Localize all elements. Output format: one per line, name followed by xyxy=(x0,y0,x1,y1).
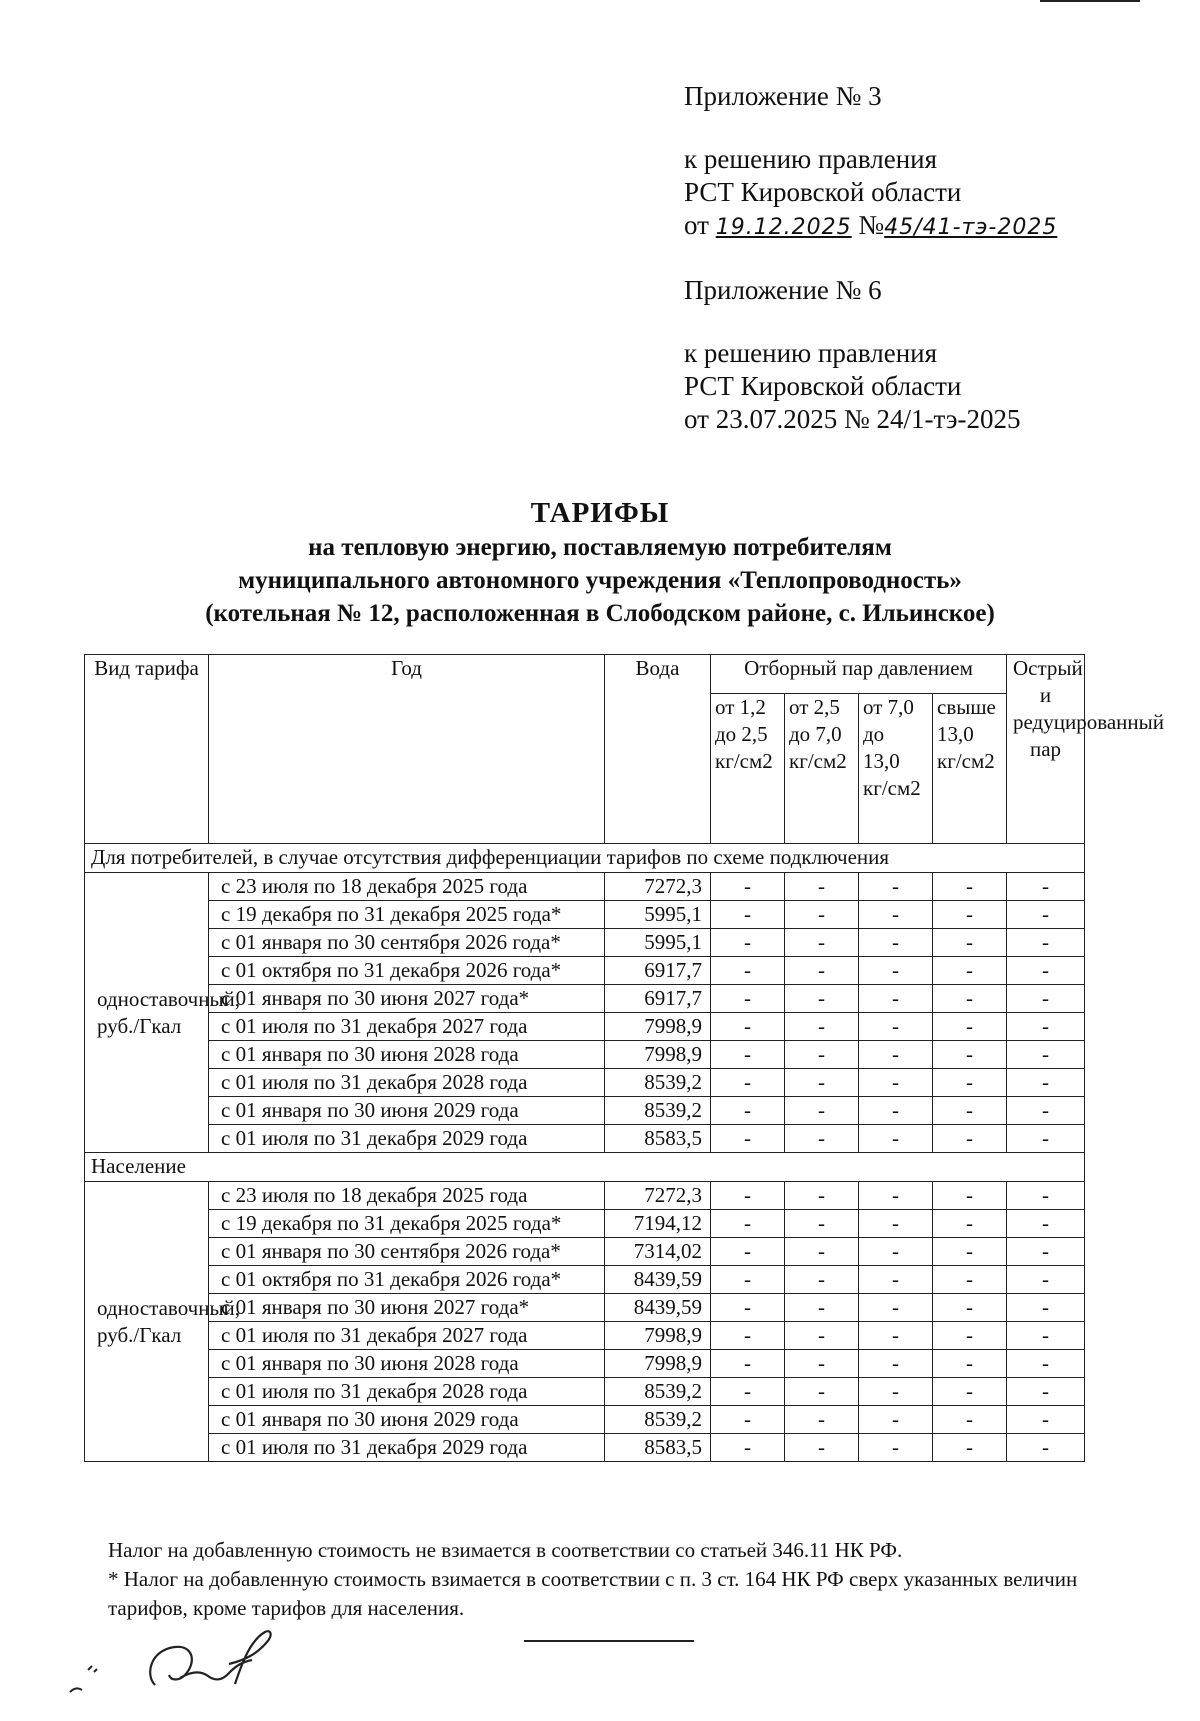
table-row xyxy=(85,985,1085,1013)
appendix-3-ot: от xyxy=(684,210,709,240)
water-value-cell: 7272,3 xyxy=(605,873,711,901)
appendix-6-title: Приложение № 6 xyxy=(684,275,882,305)
period-cell: с 01 января по 30 июня 2029 года xyxy=(209,1406,605,1434)
period-cell: с 01 января по 30 июня 2028 года xyxy=(209,1041,605,1069)
steam-2-cell: - xyxy=(785,1378,859,1406)
period-cell: с 01 июля по 31 декабря 2028 года xyxy=(209,1069,605,1097)
steam-1-cell: - xyxy=(711,1041,785,1069)
sharp-steam-cell: - xyxy=(1007,957,1085,985)
steam-4-cell: - xyxy=(933,929,1007,957)
steam-4-cell: - xyxy=(933,1322,1007,1350)
appendix-3-line1: к решению правления xyxy=(684,144,938,174)
appendix-3-number: 45/41-тэ-2025 xyxy=(884,215,1058,240)
appendix-3-date: 19.12.2025 xyxy=(715,215,852,240)
steam-3-cell: - xyxy=(859,1378,933,1406)
steam-2-cell: - xyxy=(785,1238,859,1266)
steam-3-cell: - xyxy=(859,1434,933,1462)
header-steam-2: от 2,5 до 7,0 кг/см2 xyxy=(785,693,859,843)
steam-2-cell: - xyxy=(785,1182,859,1210)
water-value-cell: 5995,1 xyxy=(605,901,711,929)
appendix-3-line2: РСТ Кировской области xyxy=(684,177,962,207)
steam-2-cell: - xyxy=(785,957,859,985)
period-cell: с 01 октября по 31 декабря 2026 года* xyxy=(209,1266,605,1294)
steam-3-cell: - xyxy=(859,1350,933,1378)
steam-2-cell: - xyxy=(785,1013,859,1041)
steam-1-cell: - xyxy=(711,1069,785,1097)
period-cell: с 23 июля по 18 декабря 2025 года xyxy=(209,1182,605,1210)
period-cell: с 23 июля по 18 декабря 2025 года xyxy=(209,873,605,901)
steam-3-cell: - xyxy=(859,1238,933,1266)
table-row xyxy=(85,1041,1085,1069)
sharp-steam-cell: - xyxy=(1007,873,1085,901)
sharp-steam-cell: - xyxy=(1007,1350,1085,1378)
steam-3-cell: - xyxy=(859,1069,933,1097)
sharp-steam-cell: - xyxy=(1007,1238,1085,1266)
steam-2-cell: - xyxy=(785,1041,859,1069)
table-row xyxy=(85,1210,1085,1238)
steam-4-cell: - xyxy=(933,873,1007,901)
steam-3-cell: - xyxy=(859,1210,933,1238)
steam-2-cell: - xyxy=(785,1210,859,1238)
sharp-steam-cell: - xyxy=(1007,1434,1085,1462)
table-row xyxy=(85,1266,1085,1294)
steam-3-cell: - xyxy=(859,1125,933,1153)
steam-4-cell: - xyxy=(933,1013,1007,1041)
sharp-steam-cell: - xyxy=(1007,1322,1085,1350)
steam-4-cell: - xyxy=(933,985,1007,1013)
table-row xyxy=(85,1434,1085,1462)
water-value-cell: 7998,9 xyxy=(605,1041,711,1069)
period-cell: с 01 октября по 31 декабря 2026 года* xyxy=(209,957,605,985)
steam-4-cell: - xyxy=(933,1097,1007,1125)
steam-3-cell: - xyxy=(859,1097,933,1125)
water-value-cell: 8539,2 xyxy=(605,1378,711,1406)
period-cell: с 01 января по 30 сентября 2026 года* xyxy=(209,1238,605,1266)
steam-3-cell: - xyxy=(859,873,933,901)
water-value-cell: 7998,9 xyxy=(605,1013,711,1041)
steam-3-cell: - xyxy=(859,1266,933,1294)
water-value-cell: 8539,2 xyxy=(605,1069,711,1097)
document-title xyxy=(0,495,1200,630)
note-vat-asterisk: * Налог на добавленную стоимость взимается в соответствии с п. 3 ст. 164 НК РФ сверх указанных величин тарифов, кроме тарифов для населения. xyxy=(108,1567,1078,1620)
steam-2-cell: - xyxy=(785,1294,859,1322)
steam-3-cell: - xyxy=(859,1322,933,1350)
document-header xyxy=(684,80,1057,436)
table-row xyxy=(85,1182,1085,1210)
section-row xyxy=(85,1153,1085,1182)
top-edge-line xyxy=(1040,0,1140,2)
appendix-3-no: № xyxy=(858,210,885,240)
steam-3-cell: - xyxy=(859,1294,933,1322)
period-cell: с 01 января по 30 июня 2027 года* xyxy=(209,985,605,1013)
water-value-cell: 8539,2 xyxy=(605,1406,711,1434)
steam-4-cell: - xyxy=(933,1041,1007,1069)
sharp-steam-cell: - xyxy=(1007,1069,1085,1097)
sharp-steam-cell: - xyxy=(1007,929,1085,957)
appendix-6-line3: от 23.07.2025 № 24/1-тэ-2025 xyxy=(684,404,1021,434)
sharp-steam-cell: - xyxy=(1007,1266,1085,1294)
water-value-cell: 8539,2 xyxy=(605,1097,711,1125)
water-value-cell: 8583,5 xyxy=(605,1434,711,1462)
steam-4-cell: - xyxy=(933,1210,1007,1238)
steam-4-cell: - xyxy=(933,1350,1007,1378)
period-cell: с 01 января по 30 июня 2027 года* xyxy=(209,1294,605,1322)
steam-2-cell: - xyxy=(785,1125,859,1153)
steam-3-cell: - xyxy=(859,957,933,985)
note-vat-exempt: Налог на добавленную стоимость не взимается в соответствии со статьей 346.11 НК РФ. xyxy=(108,1538,903,1562)
steam-2-cell: - xyxy=(785,929,859,957)
steam-1-cell: - xyxy=(711,1238,785,1266)
sharp-steam-cell: - xyxy=(1007,985,1085,1013)
steam-3-cell: - xyxy=(859,901,933,929)
sharp-steam-cell: - xyxy=(1007,1406,1085,1434)
header-vid-tarifa: Вид тарифа xyxy=(85,655,209,844)
steam-4-cell: - xyxy=(933,957,1007,985)
table-row xyxy=(85,1350,1085,1378)
steam-4-cell: - xyxy=(933,1125,1007,1153)
steam-1-cell: - xyxy=(711,901,785,929)
appendix-3-date-line xyxy=(684,209,1057,244)
table-row xyxy=(85,1069,1085,1097)
appendix-6-line1: к решению правления xyxy=(684,338,938,368)
steam-4-cell: - xyxy=(933,1434,1007,1462)
steam-4-cell: - xyxy=(933,1182,1007,1210)
signature-image xyxy=(60,1600,320,1710)
water-value-cell: 7194,12 xyxy=(605,1210,711,1238)
sharp-steam-cell: - xyxy=(1007,1182,1085,1210)
water-value-cell: 7998,9 xyxy=(605,1322,711,1350)
header-year: Год xyxy=(209,655,605,844)
steam-3-cell: - xyxy=(859,1041,933,1069)
steam-2-cell: - xyxy=(785,1322,859,1350)
steam-4-cell: - xyxy=(933,1238,1007,1266)
section-title: Для потребителей, в случае отсутствия дифференциации тарифов по схеме подключения xyxy=(85,844,1085,873)
table-row xyxy=(85,1378,1085,1406)
steam-1-cell: - xyxy=(711,1406,785,1434)
tariff-table xyxy=(84,654,1165,1462)
steam-4-cell: - xyxy=(933,901,1007,929)
steam-3-cell: - xyxy=(859,1182,933,1210)
header-steam-1: от 1,2 до 2,5 кг/см2 xyxy=(711,693,785,843)
period-cell: с 01 июля по 31 декабря 2027 года xyxy=(209,1013,605,1041)
steam-1-cell: - xyxy=(711,1322,785,1350)
steam-2-cell: - xyxy=(785,1350,859,1378)
table-row xyxy=(85,1013,1085,1041)
section-row xyxy=(85,844,1085,873)
tariff-type-label: одноставочный, руб./Гкал xyxy=(85,873,209,1153)
period-cell: с 01 января по 30 июня 2028 года xyxy=(209,1350,605,1378)
steam-3-cell: - xyxy=(859,929,933,957)
steam-4-cell: - xyxy=(933,1266,1007,1294)
water-value-cell: 7998,9 xyxy=(605,1350,711,1378)
water-value-cell: 7314,02 xyxy=(605,1238,711,1266)
steam-1-cell: - xyxy=(711,1378,785,1406)
table-row xyxy=(85,1294,1085,1322)
period-cell: с 01 июля по 31 декабря 2028 года xyxy=(209,1378,605,1406)
steam-2-cell: - xyxy=(785,1069,859,1097)
header-sharp-steam: Острый и редуцированный пар xyxy=(1007,655,1085,844)
steam-2-cell: - xyxy=(785,1266,859,1294)
water-value-cell: 8439,59 xyxy=(605,1266,711,1294)
sharp-steam-cell: - xyxy=(1007,1210,1085,1238)
tariff-type-label: одноставочный, руб./Гкал xyxy=(85,1182,209,1462)
steam-2-cell: - xyxy=(785,1434,859,1462)
sharp-steam-cell: - xyxy=(1007,1378,1085,1406)
table-row xyxy=(85,957,1085,985)
period-cell: с 01 июля по 31 декабря 2029 года xyxy=(209,1434,605,1462)
steam-4-cell: - xyxy=(933,1069,1007,1097)
steam-1-cell: - xyxy=(711,929,785,957)
steam-1-cell: - xyxy=(711,1013,785,1041)
steam-1-cell: - xyxy=(711,1097,785,1125)
steam-2-cell: - xyxy=(785,1406,859,1434)
steam-4-cell: - xyxy=(933,1294,1007,1322)
period-cell: с 01 января по 30 июня 2029 года xyxy=(209,1097,605,1125)
steam-1-cell: - xyxy=(711,985,785,1013)
table-row xyxy=(85,929,1085,957)
steam-1-cell: - xyxy=(711,1294,785,1322)
sharp-steam-cell: - xyxy=(1007,1125,1085,1153)
water-value-cell: 5995,1 xyxy=(605,929,711,957)
title-line1: на тепловую энергию, поставляемую потребителям xyxy=(308,534,892,561)
table-row xyxy=(85,873,1085,901)
steam-3-cell: - xyxy=(859,985,933,1013)
period-cell: с 01 января по 30 сентября 2026 года* xyxy=(209,929,605,957)
steam-1-cell: - xyxy=(711,1434,785,1462)
title-line2: муниципального автономного учреждения «Теплопроводность» xyxy=(238,567,962,594)
table-row xyxy=(85,1125,1085,1153)
period-cell: с 01 июля по 31 декабря 2029 года xyxy=(209,1125,605,1153)
steam-4-cell: - xyxy=(933,1378,1007,1406)
table-row xyxy=(85,1238,1085,1266)
water-value-cell: 8583,5 xyxy=(605,1125,711,1153)
water-value-cell: 6917,7 xyxy=(605,957,711,985)
appendix-6-line2: РСТ Кировской области xyxy=(684,371,962,401)
table-row xyxy=(85,1097,1085,1125)
header-steam-4: свыше 13,0 кг/см2 xyxy=(933,693,1007,843)
header-water: Вода xyxy=(605,655,711,844)
sharp-steam-cell: - xyxy=(1007,1013,1085,1041)
separator-line xyxy=(524,1640,694,1642)
steam-4-cell: - xyxy=(933,1406,1007,1434)
sharp-steam-cell: - xyxy=(1007,1041,1085,1069)
steam-2-cell: - xyxy=(785,985,859,1013)
period-cell: с 19 декабря по 31 декабря 2025 года* xyxy=(209,901,605,929)
sharp-steam-cell: - xyxy=(1007,901,1085,929)
period-cell: с 01 июля по 31 декабря 2027 года xyxy=(209,1322,605,1350)
steam-3-cell: - xyxy=(859,1406,933,1434)
steam-1-cell: - xyxy=(711,1266,785,1294)
section-title: Население xyxy=(85,1153,1085,1182)
table-row xyxy=(85,1322,1085,1350)
sharp-steam-cell: - xyxy=(1007,1097,1085,1125)
steam-2-cell: - xyxy=(785,901,859,929)
steam-1-cell: - xyxy=(711,957,785,985)
water-value-cell: 8439,59 xyxy=(605,1294,711,1322)
water-value-cell: 6917,7 xyxy=(605,985,711,1013)
steam-1-cell: - xyxy=(711,1350,785,1378)
sharp-steam-cell: - xyxy=(1007,1294,1085,1322)
table-row xyxy=(85,901,1085,929)
title-main: ТАРИФЫ xyxy=(530,497,670,529)
steam-2-cell: - xyxy=(785,1097,859,1125)
water-value-cell: 7272,3 xyxy=(605,1182,711,1210)
steam-2-cell: - xyxy=(785,873,859,901)
header-steam-3: от 7,0 до 13,0 кг/см2 xyxy=(859,693,933,843)
appendix-3-title: Приложение № 3 xyxy=(684,81,882,111)
steam-1-cell: - xyxy=(711,1210,785,1238)
steam-1-cell: - xyxy=(711,873,785,901)
steam-1-cell: - xyxy=(711,1125,785,1153)
steam-3-cell: - xyxy=(859,1013,933,1041)
steam-1-cell: - xyxy=(711,1182,785,1210)
header-steam-group: Отборный пар давлением xyxy=(711,655,1007,694)
title-line3: (котельная № 12, расположенная в Слободском районе, с. Ильинское) xyxy=(205,600,995,627)
period-cell: с 19 декабря по 31 декабря 2025 года* xyxy=(209,1210,605,1238)
table-row xyxy=(85,1406,1085,1434)
